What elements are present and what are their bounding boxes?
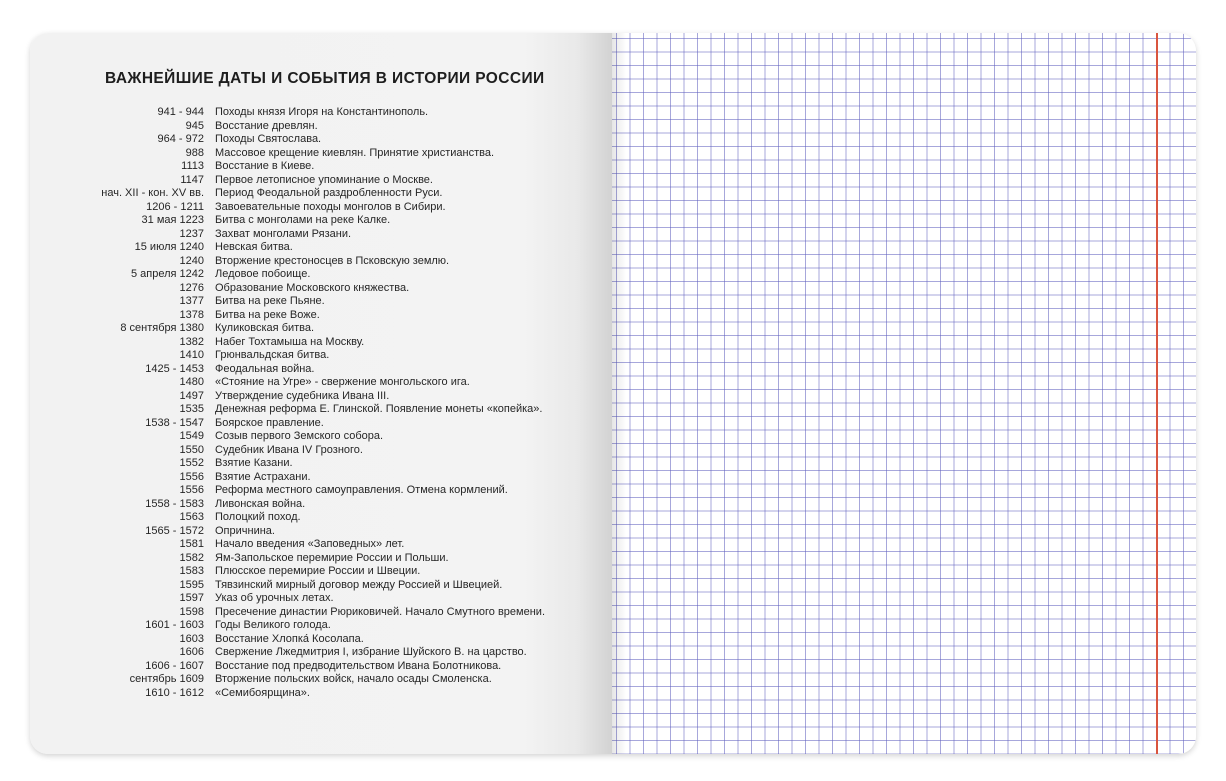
event-text: «Семибоярщина». [215,686,310,699]
event-date: 1550 [179,443,204,456]
event-row [30,552,612,566]
event-row [30,133,612,147]
event-row [30,147,612,161]
event-text: Походы Святослава. [215,133,322,145]
event-row [30,228,612,242]
event-date: 1425 - 1453 [145,362,204,375]
event-date: 1382 [179,335,204,348]
event-row [30,214,612,228]
event-text: Взятие Казани. [215,457,293,469]
event-text: Первое летописное упоминание о Москве. [215,173,433,186]
event-date: 1565 - 1572 [145,524,204,537]
event-row [30,336,612,350]
event-date: 1582 [179,551,204,564]
event-text: Восстание в Киеве. [215,160,315,172]
graph-paper-page [612,33,1196,754]
event-text: Утверждение судебника Ивана III. [215,389,390,402]
event-date: 988 [185,146,204,159]
event-date: сентябрь 1609 [129,673,204,685]
event-text: Грюнвальдская битва. [215,349,330,361]
event-row [30,673,612,687]
event-date: 1581 [179,538,204,550]
left-page [30,33,612,754]
event-row [30,295,612,309]
event-text: Ям-Запольское перемирие России и Польши. [215,551,449,564]
event-date: 1610 - 1612 [145,686,204,699]
event-date: 964 - 972 [157,133,204,145]
event-text: Ледовое побоище. [215,268,311,280]
event-date: 1378 [179,308,204,321]
event-row [30,201,612,215]
event-text: Массовое крещение киевлян. Принятие христианства. [215,146,494,159]
event-date: 1601 - 1603 [145,619,204,631]
event-date: 1113 [181,160,204,172]
event-date: 1583 [179,565,204,577]
event-row [30,525,612,539]
event-row [30,457,612,471]
event-date: 1276 [179,281,204,294]
event-text: Невская битва. [215,241,293,253]
event-text: Судебник Ивана IV Грозного. [215,443,363,456]
event-date: 1606 - 1607 [145,659,204,672]
event-date: 1603 [179,632,204,645]
event-date: 15 июля 1240 [134,241,204,253]
margin-line [1156,33,1158,754]
event-text: Битва на реке Воже. [215,308,320,321]
event-row [30,120,612,134]
event-date: 1556 [179,470,204,483]
event-row [30,565,612,579]
event-text: Восстание Хлопка́ Косолапа. [215,632,364,645]
event-date: 1598 [179,605,204,618]
event-row [30,187,612,201]
event-text: Реформа местного самоуправления. Отмена кормлений. [215,484,508,496]
event-text: Полоцкий поход. [215,511,301,523]
event-row [30,538,612,552]
event-row [30,619,612,633]
event-text: Плюсское перемирие России и Швеции. [215,565,421,577]
event-row [30,309,612,323]
event-text: Начало введения «Заповедных» лет. [215,538,405,550]
event-text: Набег Тохтамыша на Москву. [215,335,365,348]
event-text: Феодальная война. [215,362,315,375]
event-date: 1558 - 1583 [145,497,204,510]
event-date: 1497 [179,389,204,402]
event-row [30,241,612,255]
event-date: 1563 [179,511,204,523]
event-text: Взятие Астрахани. [215,470,311,483]
event-date: 1237 [179,227,204,240]
event-date: 31 мая 1223 [141,214,204,226]
event-text: Период Феодальной раздробленности Руси. [215,187,443,199]
event-text: Свержение Лжедмитрия I, избрание Шуйского В. на царство. [215,646,527,658]
events-list [30,106,612,700]
event-row [30,106,612,120]
event-date: нач. XII - кон. XV вв. [101,187,204,199]
event-date: 1410 [179,349,204,361]
event-date: 1595 [179,578,204,591]
event-row [30,444,612,458]
event-date: 941 - 944 [157,106,204,118]
event-date: 1147 [180,173,204,186]
event-date: 1556 [179,484,204,496]
event-text: Восстание древлян. [215,119,318,132]
event-row [30,174,612,188]
event-text: «Стояние на Угре» - свержение монгольского ига. [215,376,470,388]
event-row [30,471,612,485]
event-text: Вторжение крестоносцев в Псковскую землю. [215,254,450,267]
event-row [30,255,612,269]
event-row [30,403,612,417]
event-row [30,268,612,282]
event-row [30,484,612,498]
event-row [30,687,612,701]
event-row [30,160,612,174]
event-date: 1597 [179,592,204,604]
event-text: Захват монголами Рязани. [215,227,352,240]
event-date: 5 апреля 1242 [130,268,204,280]
event-date: 1240 [179,254,204,267]
event-row [30,322,612,336]
event-date: 1206 - 1211 [146,200,204,213]
event-text: Битва на реке Пьяне. [215,295,325,307]
event-date: 1377 [179,295,204,307]
event-date: 1606 [179,646,204,658]
event-text: Ливонская война. [215,497,306,510]
event-date: 945 [185,119,204,132]
event-text: Битва с монголами на реке Калке. [215,214,391,226]
event-row [30,579,612,593]
event-row [30,430,612,444]
event-date: 1552 [179,457,204,469]
event-row [30,592,612,606]
event-row [30,376,612,390]
event-row [30,606,612,620]
event-text: Тявзинский мирный договор между Россией и Швецией. [215,578,503,591]
page-title: ВАЖНЕЙШИЕ ДАТЫ И СОБЫТИЯ В ИСТОРИИ РОССИИ [105,70,545,87]
event-row [30,417,612,431]
event-text: Вторжение польских войск, начало осады Смоленска. [215,673,492,685]
event-text: Пресечение династии Рюриковичей. Начало Смутного времени. [215,605,545,618]
notebook-spread [30,33,1196,754]
event-text: Походы князя Игоря на Константинополь. [215,106,429,118]
event-text: Куликовская битва. [215,322,315,334]
event-text: Боярское правление. [215,416,324,429]
event-text: Восстание под предводительством Ивана Болотникова. [215,659,502,672]
event-row [30,660,612,674]
event-row [30,498,612,512]
event-text: Завоевательные походы монголов в Сибири. [215,200,446,213]
event-date: 8 сентября 1380 [120,322,204,334]
event-row [30,390,612,404]
event-row [30,363,612,377]
event-row [30,633,612,647]
event-text: Образование Московского княжества. [215,281,410,294]
event-text: Опричнина. [215,524,275,537]
event-row [30,282,612,296]
event-text: Денежная реформа Е. Глинской. Появление монеты «копейка». [215,403,543,415]
event-text: Созыв первого Земского собора. [215,430,384,442]
event-date: 1549 [179,430,204,442]
event-date: 1535 [179,403,204,415]
event-row [30,646,612,660]
event-row [30,511,612,525]
event-row [30,349,612,363]
event-text: Годы Великого голода. [215,619,331,631]
event-date: 1480 [179,376,204,388]
event-date: 1538 - 1547 [145,416,204,429]
event-text: Указ об урочных летах. [215,592,334,604]
